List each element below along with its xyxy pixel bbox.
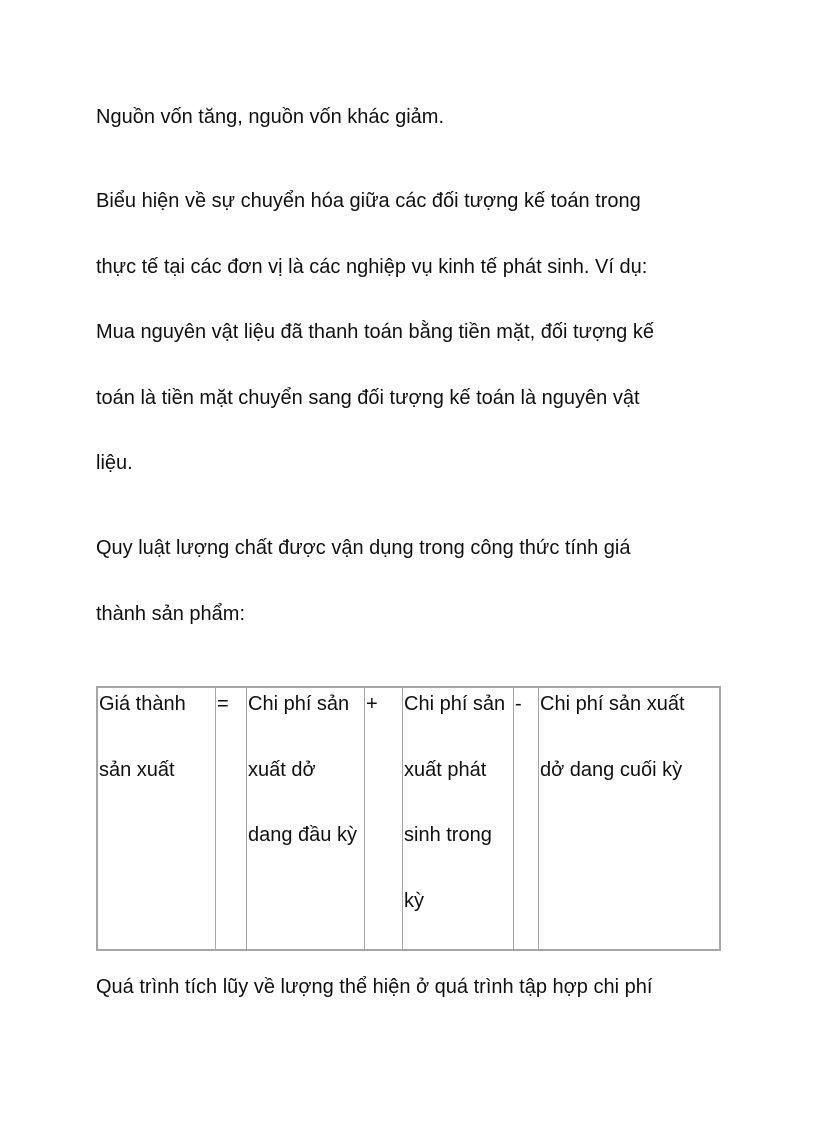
- cell-line: Chi phí sản xuất: [540, 693, 685, 715]
- text-line: toán là tiền mặt chuyển sang đối tượng kế toán là nguyên vật: [96, 386, 640, 409]
- text-line: Quy luật lượng chất được vận dụng trong công thức tính giá: [96, 537, 631, 559]
- cell-line: -: [515, 693, 522, 715]
- cell-line: xuất dở: [248, 758, 316, 781]
- cell-line: Chi phí sản: [404, 693, 506, 715]
- paragraph-cost-accumulation: [96, 955, 736, 1021]
- text-line: thành sản phẩm:: [96, 602, 245, 625]
- cell-line: =: [217, 693, 229, 715]
- text-line: Nguồn vốn tăng, nguồn vốn khác giảm.: [96, 106, 445, 128]
- paragraph-quantity-quality-law: [96, 516, 736, 647]
- cell-minus-operator: [513, 688, 538, 949]
- cost-formula-table: [96, 686, 721, 951]
- paragraph-conversion-example: [96, 169, 736, 497]
- cell-line: dở dang cuối kỳ: [540, 758, 683, 781]
- cell-opening-wip-cost: [246, 688, 364, 949]
- cell-closing-wip-cost: [538, 688, 719, 949]
- cell-line: xuất phát: [404, 758, 487, 781]
- text-line: liệu.: [96, 452, 133, 474]
- cell-line: dang đầu kỳ: [248, 824, 357, 846]
- cell-line: +: [366, 693, 378, 715]
- cell-line: Giá thành: [99, 693, 186, 715]
- text-line: Biểu hiện về sự chuyển hóa giữa các đối tượng kế toán trong: [96, 190, 641, 212]
- cell-line: kỳ: [404, 889, 424, 912]
- formula-row: [98, 688, 719, 949]
- cell-equals-operator: [215, 688, 246, 949]
- text-line: Mua nguyên vật liệu đã thanh toán bằng tiền mặt, đối tượng kế: [96, 321, 654, 343]
- cell-line: sản xuất: [99, 758, 175, 781]
- cell-production-cost: [98, 688, 215, 949]
- paragraph-funding-sources: [96, 85, 736, 151]
- text-line: Quá trình tích lũy về lượng thể hiện ở quá trình tập hợp chi phí: [96, 976, 653, 998]
- cell-line: Chi phí sản: [248, 693, 350, 715]
- cell-plus-operator: [364, 688, 402, 949]
- cell-period-cost: [402, 688, 513, 949]
- cell-line: sinh trong: [404, 824, 492, 846]
- text-line: thực tế tại các đơn vị là các nghiệp vụ kinh tế phát sinh. Ví dụ:: [96, 255, 648, 278]
